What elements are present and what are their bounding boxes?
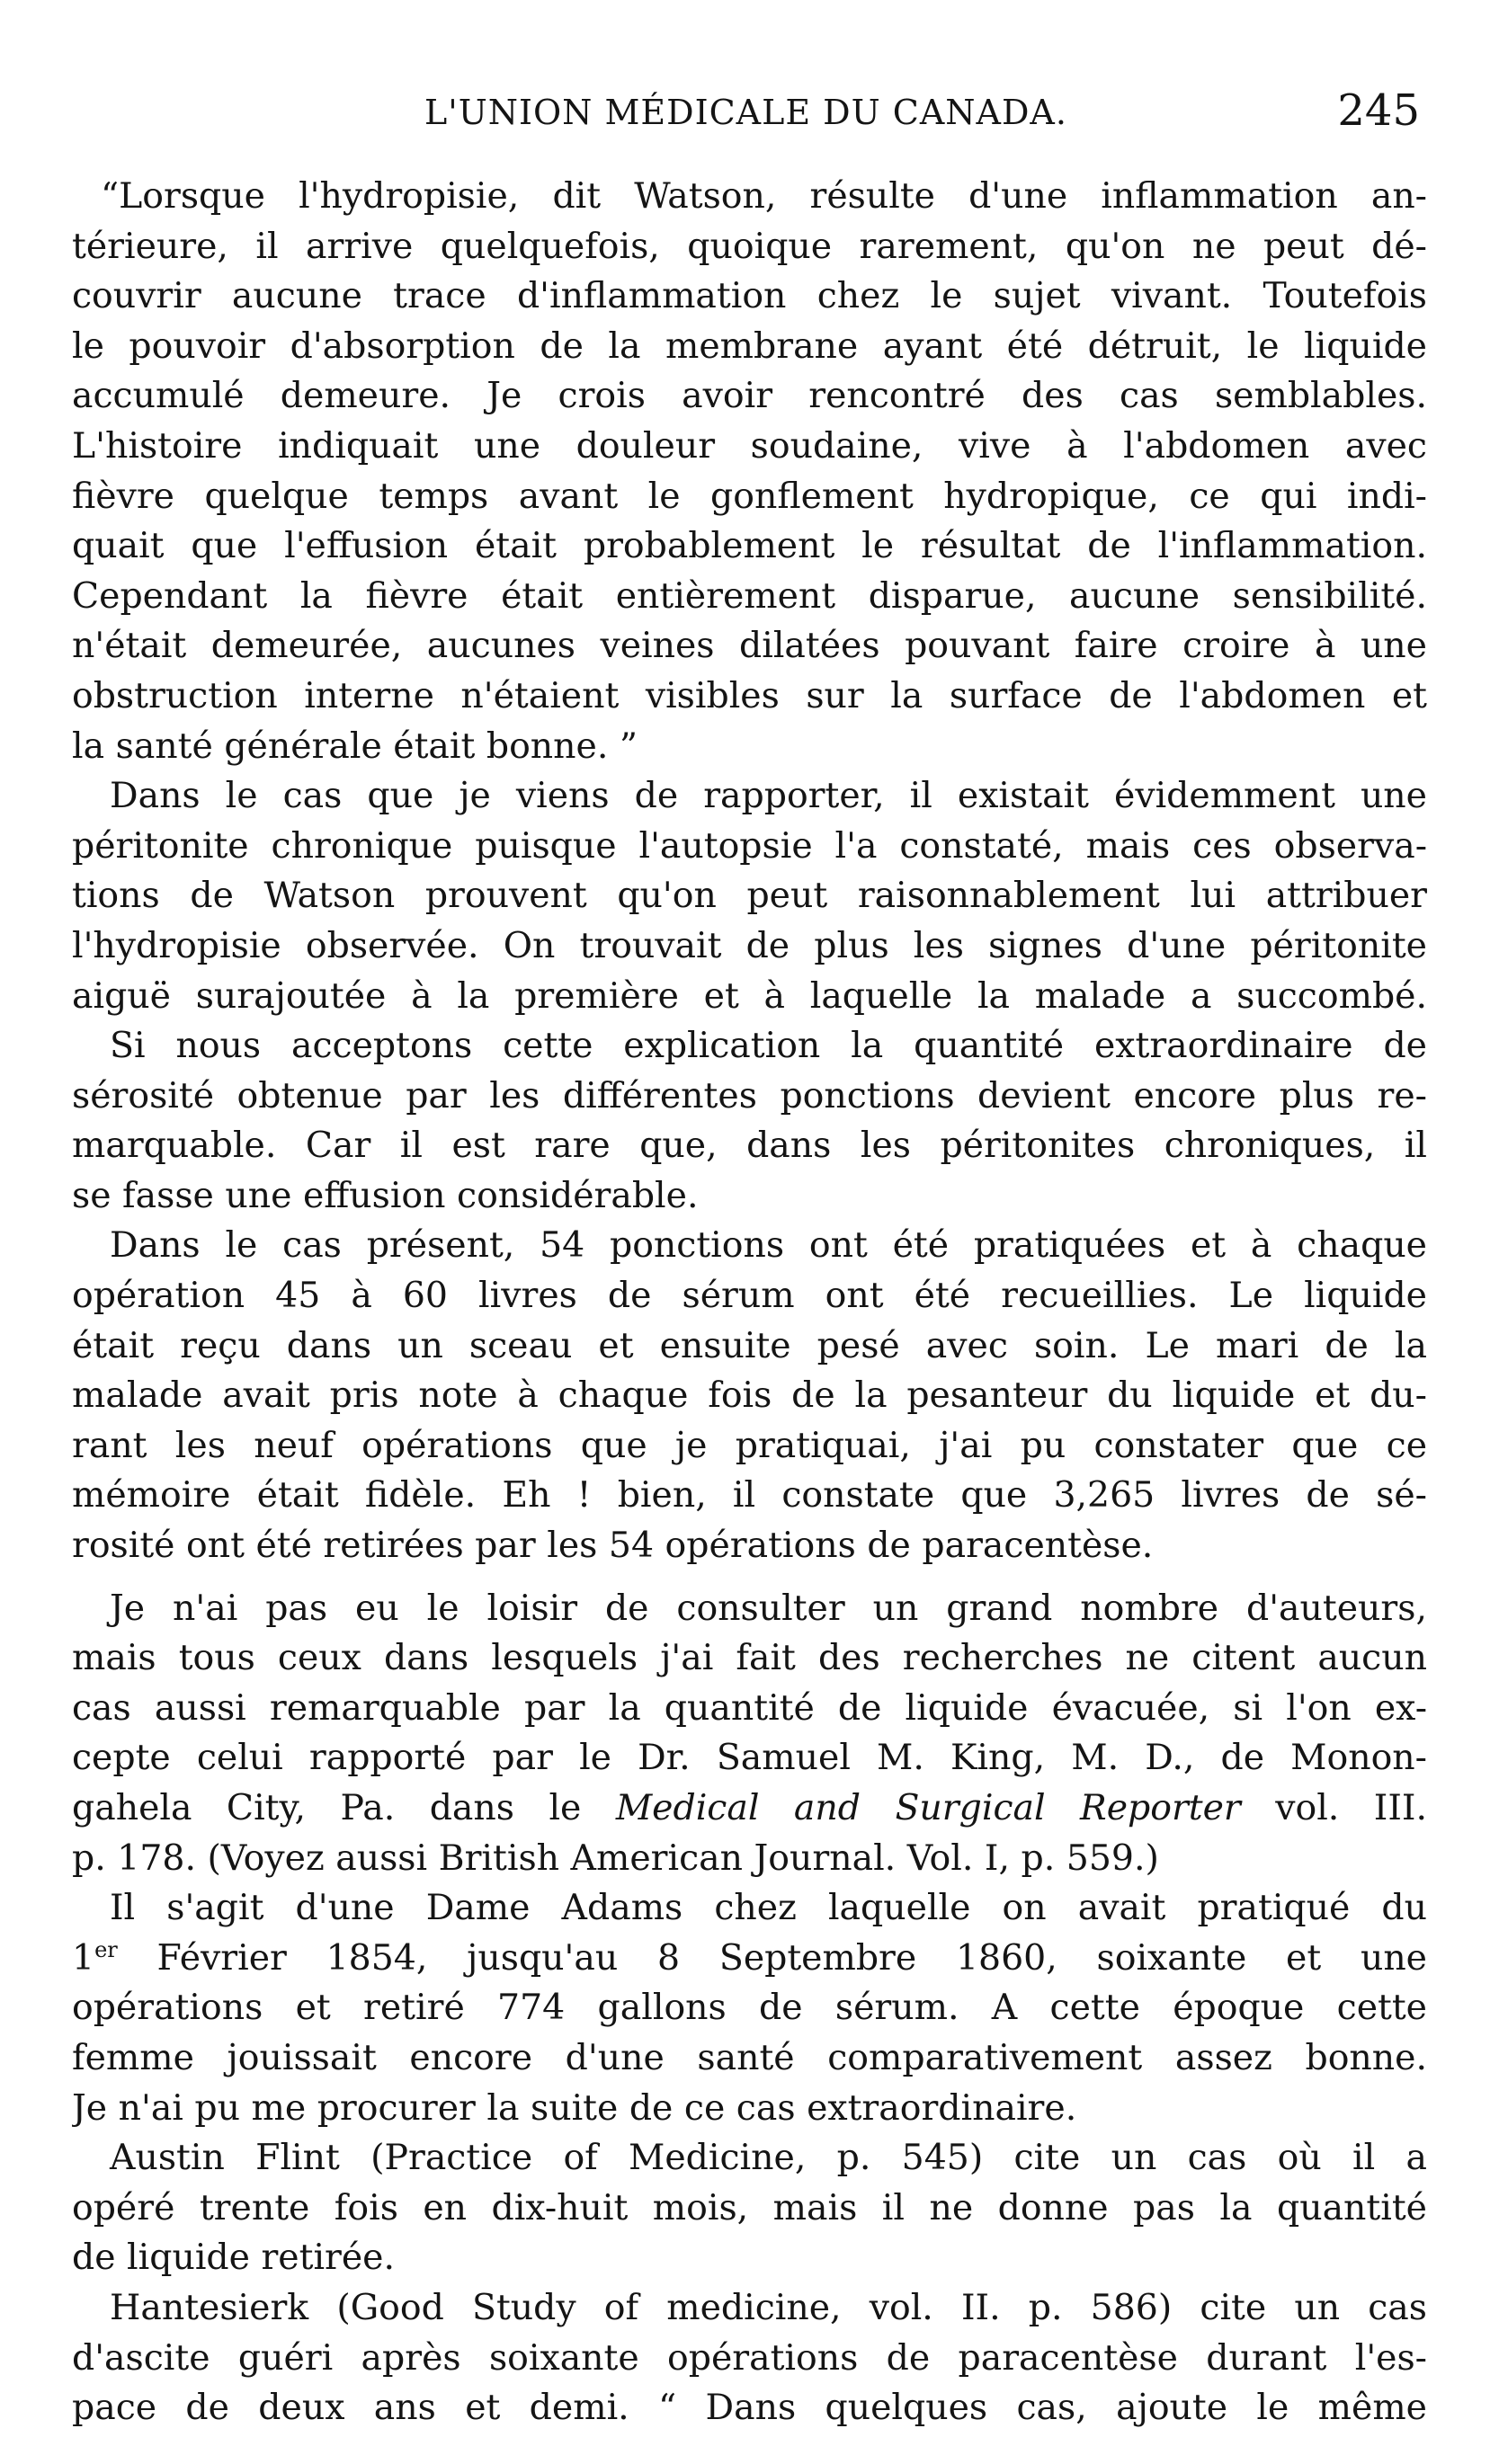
text-line: était reçu dans un sceau et ensuite pesé avec soin. Le mari de la xyxy=(72,1324,1427,1366)
text-line: Dans le cas présent, 54 ponctions ont été pratiquées et à chaque xyxy=(110,1224,1427,1267)
text-line: opération 45 à 60 livres de sérum ont été recueillies. Le liquide xyxy=(72,1275,1427,1317)
text-line: Si nous acceptons cette explication la quantité extraordinaire de xyxy=(110,1025,1427,1067)
text-line: malade avait pris note à chaque fois de la pesanteur du liquide et du- xyxy=(72,1374,1427,1417)
text-line: sérosité obtenue par les différentes ponctions devient encore plus re- xyxy=(72,1074,1427,1116)
text-line: p. 178. (Voyez aussi British American Journal. Vol. I, p. 559.) xyxy=(72,1837,1159,1879)
paragraph xyxy=(72,1883,1427,2133)
text-line: Cependant la fièvre était entièrement disparue, aucune sensibilité. xyxy=(72,574,1427,617)
text-line: térieure, il arrive quelquefois, quoique rarement, qu'on ne peut dé- xyxy=(72,225,1427,267)
text-line: quait que l'effusion était probablement le résultat de l'inflammation. xyxy=(72,525,1427,567)
text-line: l'hydropisie observée. On trouvait de plus les signes d'une péritonite xyxy=(72,924,1427,966)
text-line: Hantesierk (Good Study of medicine, vol. II. p. 586) cite un cas xyxy=(110,2286,1427,2328)
body-text xyxy=(65,172,1427,2433)
text-line: accumulé demeure. Je crois avoir rencontré des cas semblables. xyxy=(72,375,1427,417)
text-line: opéré trente fois en dix-huit mois, mais il ne donne pas la quantité xyxy=(72,2186,1427,2228)
text-line: Austin Flint (Practice of Medicine, p. 545) cite un cas où il a xyxy=(110,2137,1427,2179)
text-line: couvrir aucune trace d'inflammation chez le sujet vivant. Toutefois xyxy=(72,275,1427,317)
text-line: L'histoire indiquait une douleur soudaine, vive à l'abdomen avec xyxy=(72,424,1427,467)
text-line: pace de deux ans et demi. “ Dans quelques cas, ajoute le même xyxy=(72,2387,1427,2429)
text-line: “Lorsque l'hydropisie, dit Watson, résulte d'une inflammation an- xyxy=(101,175,1427,217)
text-line: Il s'agit d'une Dame Adams chez laquelle on avait pratiqué du xyxy=(110,1887,1427,1929)
text-line: femme jouissait encore d'une santé comparativement assez bonne. xyxy=(72,2036,1427,2078)
text-line: Je n'ai pas eu le loisir de consulter un grand nombre d'auteurs, xyxy=(110,1587,1427,1629)
text-line: 1er Février 1854, jusqu'au 8 Septembre 1860, soixante et une xyxy=(72,1936,1427,1979)
text-line: cas aussi remarquable par la quantité de liquide évacuée, si l'on ex- xyxy=(72,1686,1427,1729)
text-line: la santé générale était bonne. ” xyxy=(72,725,638,767)
text-line: cepte celui rapporté par le Dr. Samuel M. King, M. D., de Monon- xyxy=(72,1737,1427,1779)
paragraph xyxy=(72,2283,1427,2433)
text-line: rosité ont été retirées par les 54 opérations de paracentèse. xyxy=(72,1525,1154,1567)
journal-title: Medical and Surgical Reporter xyxy=(615,1787,1241,1828)
paragraph xyxy=(72,1021,1427,1221)
paragraph xyxy=(72,1584,1427,1884)
document-page xyxy=(65,85,1427,2433)
text-line: le pouvoir d'absorption de la membrane ayant été détruit, le liquide xyxy=(72,325,1427,367)
text-line: péritonite chronique puisque l'autopsie l'a constaté, mais ces observa- xyxy=(72,824,1427,867)
text-line: tions de Watson prouvent qu'on peut raisonnablement lui attribuer xyxy=(72,875,1427,917)
text-line: aiguë surajoutée à la première et à laquelle la malade a succombé. xyxy=(72,974,1427,1017)
text-line: se fasse une effusion considérable. xyxy=(72,1174,699,1216)
paragraph xyxy=(72,771,1427,1021)
running-header xyxy=(65,85,1427,148)
paragraph xyxy=(72,1221,1427,1570)
text-line: Je n'ai pu me procurer la suite de ce cas extraordinaire. xyxy=(72,2086,1077,2129)
text-line: rant les neuf opérations que je pratiquai, j'ai pu constater que ce xyxy=(72,1424,1427,1466)
text-line: mémoire était fidèle. Eh ! bien, il constate que 3,265 livres de sé- xyxy=(72,1474,1427,1517)
text-line: obstruction interne n'étaient visibles sur la surface de l'abdomen et xyxy=(72,674,1427,716)
text-line: opérations et retiré 774 gallons de sérum. A cette époque cette xyxy=(72,1987,1427,2029)
text-line: fièvre quelque temps avant le gonflement hydropique, ce qui indi- xyxy=(72,475,1427,517)
text-line: gahela City, Pa. dans le Medical and Surgical Reporter vol. III. xyxy=(72,1787,1427,1828)
text-line: n'était demeurée, aucunes veines dilatées pouvant faire croire à une xyxy=(72,625,1427,667)
text-line: d'ascite guéri après soixante opérations de paracentèse durant l'es- xyxy=(72,2336,1427,2379)
page-number: 245 xyxy=(1337,85,1420,136)
text-line: mais tous ceux dans lesquels j'ai fait des recherches ne citent aucun xyxy=(72,1637,1427,1679)
text-line: de liquide retirée. xyxy=(72,2237,396,2279)
paragraph xyxy=(72,2133,1427,2283)
text-line: Dans le cas que je viens de rapporter, il existait évidemment une xyxy=(110,775,1427,817)
paragraph xyxy=(72,172,1427,771)
running-title: L'UNION MÉDICALE DU CANADA. xyxy=(424,93,1067,132)
text-line: marquable. Car il est rare que, dans les péritonites chroniques, il xyxy=(72,1125,1427,1167)
